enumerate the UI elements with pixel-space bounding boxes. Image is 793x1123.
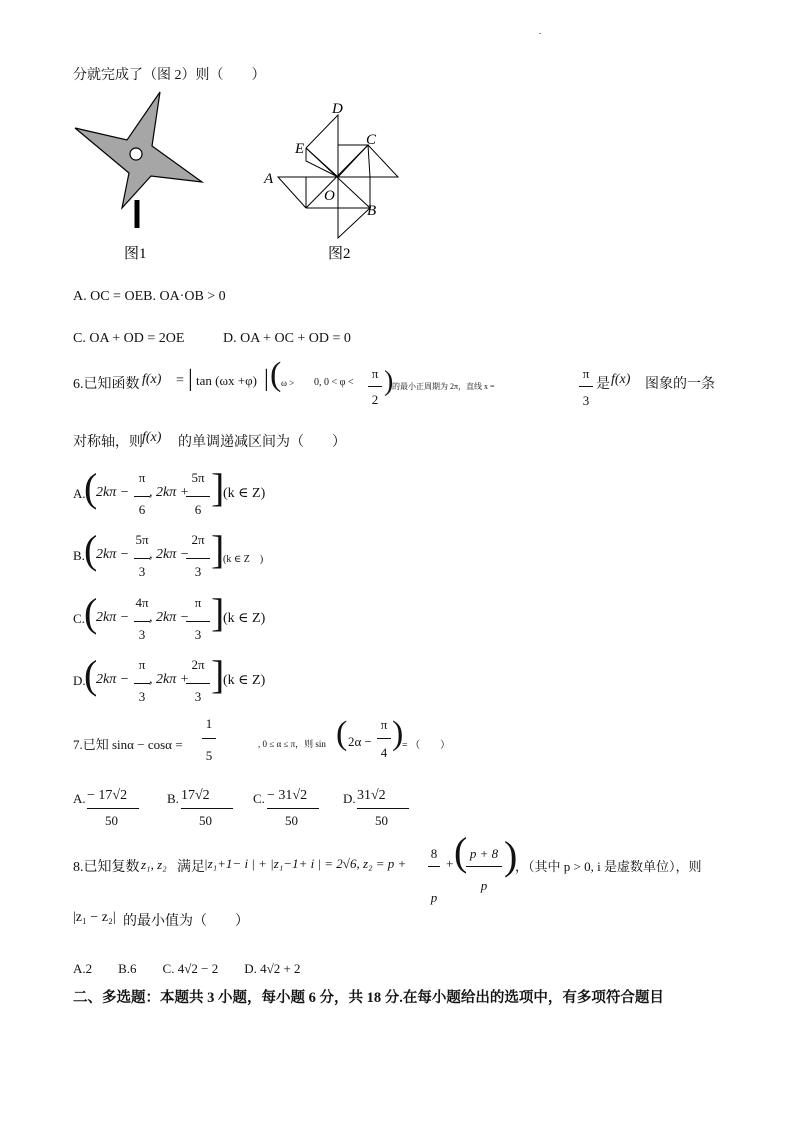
q7-num: 1 xyxy=(205,716,213,731)
section2-title: 二、多选题：本题共 3 小题，每小题 6 分，共 18 分.在每小题给出的选项中，有多项符合题目 xyxy=(73,990,664,1006)
q7-option-label: B. xyxy=(167,791,179,806)
q6-option-b-num: 2π xyxy=(191,532,205,547)
q6-option-a-text: 2kπ − xyxy=(96,672,130,687)
q6-option-frac-bar xyxy=(186,496,210,497)
q8-frac-bar xyxy=(428,866,440,867)
q6-option-b-text: , 2kπ − xyxy=(149,610,190,625)
fig2-label-D: D xyxy=(332,101,343,117)
q6-option-bracket-right: ] xyxy=(211,652,225,697)
q7-four: 4 xyxy=(380,745,388,760)
q6-pi3-den: 3 xyxy=(582,393,590,408)
q6-tan-expr: tan (ωx +φ) xyxy=(196,373,257,388)
q6-fx-2: f(x) xyxy=(611,372,631,387)
q7-option-num: − 17√2 xyxy=(87,788,128,803)
q6-option-b-text: , 2kπ + xyxy=(149,672,190,687)
q8-line2-tail: 的最小值为（ ） xyxy=(123,914,249,929)
q6-option-bracket-right: ] xyxy=(211,465,225,510)
q6-option-b-text: , 2kπ + xyxy=(149,485,190,500)
q6-brace-right: ) xyxy=(384,366,394,397)
q6-tiny-text: 的最小正周期为 2π，直线 x = xyxy=(392,382,495,391)
q6-option-a-text: 2kπ − xyxy=(96,485,130,500)
q8-p-den: p xyxy=(430,890,438,905)
fig2-label-C: C xyxy=(366,132,377,148)
fig2-lines xyxy=(278,115,398,238)
fig2-caption: 图2 xyxy=(328,246,351,262)
q6-option-frac-bar xyxy=(134,683,150,684)
q7-pi-bar xyxy=(377,738,391,739)
q6-option-b-num: π xyxy=(194,595,202,610)
q7-paren-right: ) xyxy=(392,715,404,752)
q6-abs-left: | xyxy=(188,366,193,392)
q6-option-paren-left: ( xyxy=(84,652,98,697)
q7-option-frac-bar xyxy=(357,808,409,809)
q6-option-frac-bar xyxy=(134,621,150,622)
q8-inner-bar xyxy=(466,866,502,867)
q6-option-k: (k ∈ Z) xyxy=(223,486,266,501)
q6-brace: ( xyxy=(270,356,282,393)
q8-inner-den: p xyxy=(480,878,488,893)
q6-prefix: 6.已知函数 xyxy=(73,377,140,392)
q6-pi3-num: π xyxy=(582,366,590,381)
q6-option-label: D. xyxy=(73,673,86,688)
q6-option-a-text: 2kπ − xyxy=(96,547,130,562)
q6-eq: = xyxy=(176,373,184,388)
q6-option-b-den: 3 xyxy=(194,689,202,704)
q7-pi: π xyxy=(380,717,388,732)
q6-option-b-den: 3 xyxy=(194,627,202,642)
q6-tail: 图象的一条 xyxy=(645,377,715,392)
figure-2-diagram xyxy=(260,98,410,268)
q6-option-a-den: 3 xyxy=(138,689,146,704)
q6-option-bracket-right: ] xyxy=(211,527,225,572)
q6-option-a-num: π xyxy=(138,470,146,485)
q7-inner: 2α − xyxy=(348,734,372,749)
q8-tail: ，（其中 p > 0, i 是虚数单位），则 xyxy=(515,859,702,874)
q6-option-b-num: 2π xyxy=(191,657,205,672)
q6-option-a-num: 4π xyxy=(135,595,149,610)
q7-option-label: D. xyxy=(343,791,356,806)
q6-option-a-den: 6 xyxy=(138,502,146,517)
fig2-label-A: A xyxy=(264,171,274,187)
q7-prefix: 7.已知 sinα − cosα = xyxy=(73,737,183,752)
q6-option-b-den: 3 xyxy=(194,564,202,579)
q7-frac-bar xyxy=(202,738,216,739)
q8-inner-num: p + 8 xyxy=(469,846,499,861)
q6-option-a-den: 3 xyxy=(138,627,146,642)
fig2-label-B: B xyxy=(367,203,377,219)
q7-cond: , 0 ≤ α ≤ π，则 sin xyxy=(258,739,326,749)
q6-option-frac-bar xyxy=(186,621,210,622)
q8-expr: |z₁+1− i | + |z₁−1+ i | = 2√6, z₂ = p + xyxy=(204,856,407,871)
q6-option-a-text: 2kπ − xyxy=(96,610,130,625)
fig2-label-O: O xyxy=(324,188,335,204)
fig2-label-E: E xyxy=(295,141,305,157)
q7-option-frac-bar xyxy=(87,808,139,809)
page-dot: . xyxy=(539,26,542,36)
fig1-caption: 图1 xyxy=(124,246,147,262)
q6-option-label: B. xyxy=(73,548,85,563)
q6-abs-right: | xyxy=(264,366,269,392)
q6-option-a-num: 5π xyxy=(135,532,149,547)
q7-tail: = （ ） xyxy=(402,740,451,751)
q6-option-k: (k ∈ Z) xyxy=(223,673,266,688)
q8-paren-right: ) xyxy=(504,833,518,878)
q6-option-b-num: 5π xyxy=(191,470,205,485)
q6-is: 是 xyxy=(596,377,610,392)
q8-z1z2: z₁, z₂ xyxy=(141,857,167,872)
q5-option-a-b: A. OC = OEB. OA·OB > 0 xyxy=(73,289,226,304)
q6-line2-prefix: 对称轴，则 xyxy=(73,435,143,450)
q6-option-paren-left: ( xyxy=(84,590,98,635)
figure-1-pinwheel xyxy=(72,90,212,270)
q6-two-den: 2 xyxy=(371,392,379,407)
q6-pi3-bar xyxy=(579,386,593,387)
q7-option-den: 50 xyxy=(375,813,388,828)
q7-option-num: 17√2 xyxy=(181,788,210,803)
q8-options: A.2 B.6 C. 4√2 − 2 D. 4√2 + 2 xyxy=(73,961,301,976)
q7-option-label: C. xyxy=(253,791,265,806)
q6-fx: f(x) xyxy=(142,372,162,387)
q6-option-paren-left: ( xyxy=(84,527,98,572)
q7-option-den: 50 xyxy=(105,813,118,828)
q5-option-c: C. OA + OD = 2OE xyxy=(73,331,185,346)
q6-frac-bar xyxy=(368,386,382,387)
q7-option-label: A. xyxy=(73,791,86,806)
q6-option-bracket-right: ] xyxy=(211,590,225,635)
q6-pi-num: π xyxy=(371,366,379,381)
q6-option-frac-bar xyxy=(134,496,150,497)
pinwheel-center-pin xyxy=(130,148,142,160)
q6-option-a-den: 3 xyxy=(138,564,146,579)
q6-option-frac-bar xyxy=(134,558,150,559)
q8-plus: + xyxy=(446,856,454,871)
q8-paren-left: ( xyxy=(454,829,468,874)
q6-line2-fx: f(x) xyxy=(142,430,162,445)
q7-option-den: 50 xyxy=(285,813,298,828)
q6-option-b-text: , 2kπ − xyxy=(149,547,190,562)
q5-tail-text: 分就完成了（图 2）则（ ） xyxy=(73,68,266,83)
q6-option-k: (k ∈ Z ) xyxy=(223,554,264,565)
q7-option-frac-bar xyxy=(267,808,319,809)
q8-line2-expr: |z₁ − z₂| xyxy=(73,910,116,925)
q8-prefix: 8.已知复数 xyxy=(73,860,140,875)
q5-option-d: D. OA + OC + OD = 0 xyxy=(223,331,351,346)
q6-option-label: A. xyxy=(73,486,86,501)
q6-line2-tail: 的单调递减区间为（ ） xyxy=(178,435,346,450)
q6-option-frac-bar xyxy=(186,683,210,684)
q8-eight: 8 xyxy=(430,846,438,861)
q7-paren-left: ( xyxy=(336,715,348,752)
q6-cond-phi: 0, 0 < φ < xyxy=(314,377,354,388)
q8-satisfy: 满足 xyxy=(177,860,205,875)
q7-option-num: 31√2 xyxy=(357,788,386,803)
q6-option-label: C. xyxy=(73,611,85,626)
q7-option-frac-bar xyxy=(181,808,233,809)
q6-option-a-num: π xyxy=(138,657,146,672)
q6-option-k: (k ∈ Z) xyxy=(223,611,266,626)
q7-den: 5 xyxy=(205,748,213,763)
q6-option-frac-bar xyxy=(186,558,210,559)
q7-option-den: 50 xyxy=(199,813,212,828)
q6-option-paren-left: ( xyxy=(84,465,98,510)
q7-option-num: − 31√2 xyxy=(267,788,308,803)
q6-option-b-den: 6 xyxy=(194,502,202,517)
q6-cond-omega: ω > xyxy=(281,378,295,388)
